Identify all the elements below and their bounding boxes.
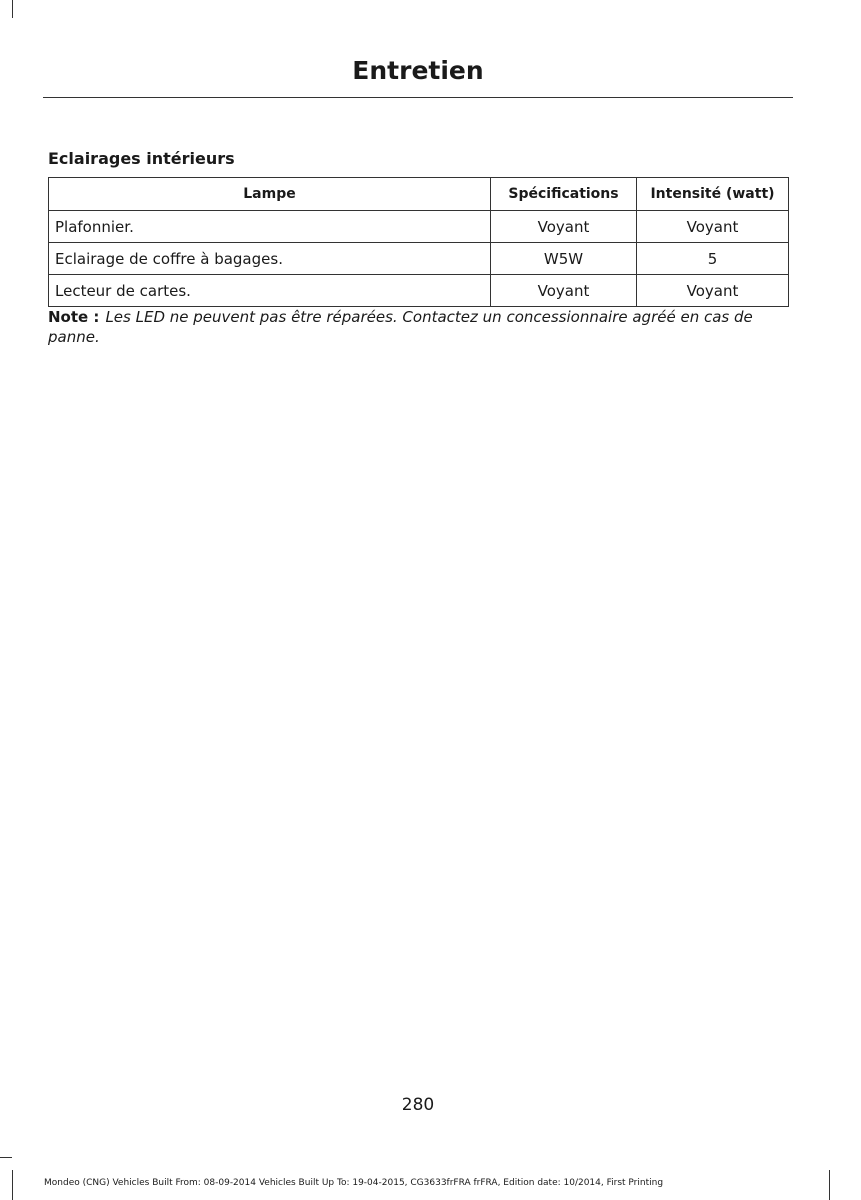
crop-mark-bottom-right: [829, 1170, 830, 1200]
column-header-wattage: Intensité (watt): [637, 178, 789, 211]
table-cell-wattage: Voyant: [637, 275, 789, 307]
crop-mark-bottom-left-vertical: [12, 1170, 13, 1200]
note-text: Les LED ne peuvent pas être réparées. Contactez un concessionnaire agréé en cas de panne.: [48, 308, 753, 346]
table-row: [49, 243, 789, 275]
page-title: Entretien: [352, 56, 484, 85]
note-label: Note :: [48, 308, 100, 326]
table-row: [49, 275, 789, 307]
crop-mark-top-left: [12, 0, 13, 18]
table-row: [49, 211, 789, 243]
title-divider: [43, 97, 793, 98]
table-cell-lamp: Eclairage de coffre à bagages.: [49, 243, 491, 275]
page-number: 280: [401, 1095, 435, 1115]
table-cell-lamp: Plafonnier.: [49, 211, 491, 243]
bulb-spec-table: [48, 177, 789, 307]
table-cell-wattage: 5: [637, 243, 789, 275]
section-heading: Eclairages intérieurs: [48, 149, 235, 168]
table-header-row: [49, 178, 789, 211]
table-cell-specification: Voyant: [491, 275, 637, 307]
table-cell-specification: Voyant: [491, 211, 637, 243]
table-cell-wattage: Voyant: [637, 211, 789, 243]
note-paragraph: [48, 307, 788, 347]
table-cell-lamp: Lecteur de cartes.: [49, 275, 491, 307]
footer-edition-info: Mondeo (CNG) Vehicles Built From: 08-09-2014 Vehicles Built Up To: 19-04-2015, CG3633frFRA frFRA, Edition date: 10/2014, First Printing: [44, 1178, 664, 1188]
table-cell-specification: W5W: [491, 243, 637, 275]
column-header-specifications: Spécifications: [491, 178, 637, 211]
column-header-lamp: Lampe: [49, 178, 491, 211]
crop-mark-bottom-left-horizontal: [0, 1157, 12, 1158]
